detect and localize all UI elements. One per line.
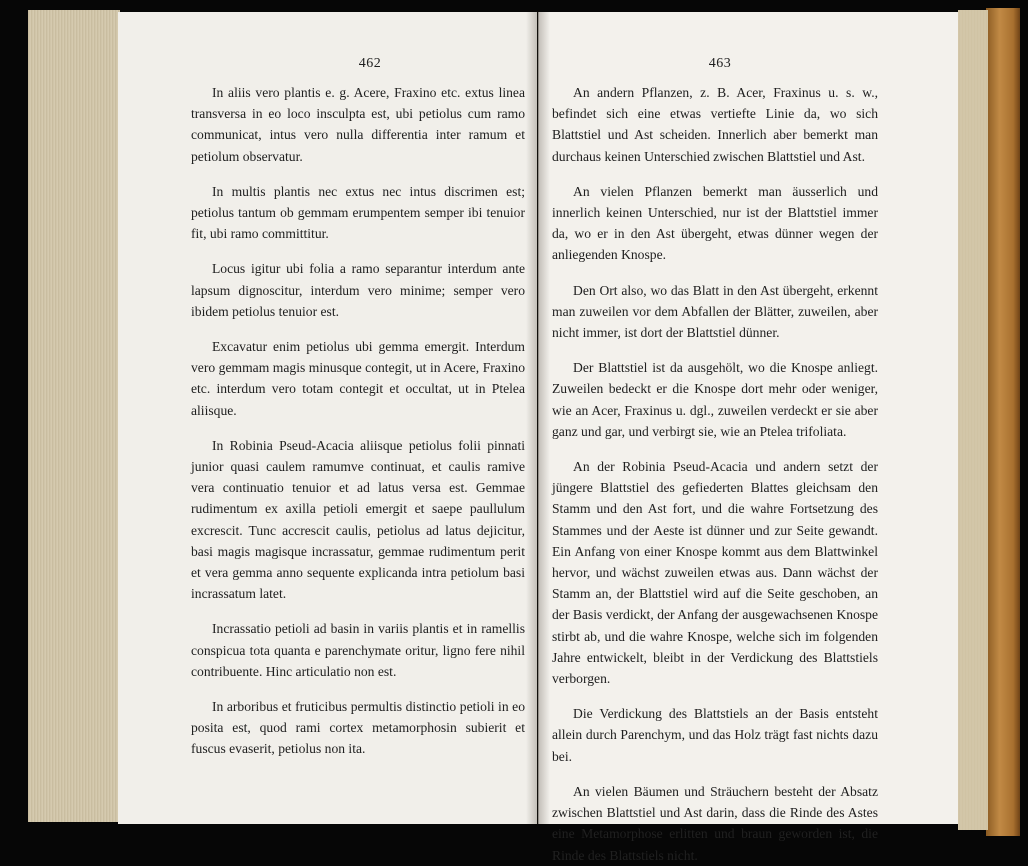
paragraph: In Robinia Pseud-Acacia aliisque petiolus folii pinnati junior quasi caulem ramumve continuat, et caulis ramive vera continuatio tenuior et ad latus versa est. Gemmae rudimentum ex axilla petioli emergit et saepe paullulum excrescit. Tunc accrescit caulis, petiolus ad latus dejicitur, basi magis magisque incrassatur, gemmae rudimentum perit et vera gemma anno sequente explicanda intra petiolum basi incrassatum latet.	[191, 437, 525, 602]
paragraph: Der Blattstiel ist da ausgehölt, wo die Knospe anliegt. Zuweilen bedeckt er die Knospe dort mehr oder weniger, wie an Acer, Fraxinus u. dgl., zuweilen verdeckt er sie aber ganz und gar, und verbirgt sie, wie an Ptelea trifoliata.	[552, 360, 878, 439]
book-cover-edge	[986, 8, 1020, 836]
paragraph: Die Verdickung des Blattstiels an der Basis entsteht allein durch Parenchym, und das Holz trägt fast nichts dazu bei.	[552, 706, 878, 764]
paragraph: In multis plantis nec extus nec intus discrimen est; petiolus tantum ob gemmam erumpentem semper ibi tenuior fit, ubi ramo committitur.	[191, 183, 525, 242]
page-number: 462	[358, 56, 382, 71]
paragraph: Excavatur enim petiolus ubi gemma emergit. Interdum vero gemmam magis minusque contegit, ut in Acere, Fraxino etc. interdum vero totam contegit et occultat, ut in Ptelea aliisque.	[191, 339, 525, 418]
paragraph: An vielen Bäumen und Sträuchern besteht der Absatz zwischen Blattstiel und Ast darin, dass die Rinde des Astes eine Metamorphose erlitten und braun geworden ist, die Rinde des Blattstiels nicht.	[552, 783, 878, 863]
paragraph: An vielen Pflanzen bemerkt man äusserlich und innerlich keinen Unterschied, nur ist der Blattstiel immer da, wo er in den Ast übergeht, etwas dünner wegen der anliegenden Knospe.	[552, 183, 878, 263]
paragraph: Locus igitur ubi folia a ramo separantur interdum ante lapsum dignoscitur, interdum vero minime; semper vero ibidem petiolus tenuior est.	[191, 261, 525, 319]
right-page	[538, 12, 958, 863]
left-page-text	[191, 82, 525, 760]
left-page	[118, 12, 537, 824]
paragraph: In arboribus et fruticibus permultis distinctio petioli in eo posita est, quod rami cortex metamorphosin subierit et fuscus evaserit, petiolus non ita.	[191, 699, 525, 757]
paragraph: Den Ort also, wo das Blatt in den Ast übergeht, erkennt man zuweilen vor dem Abfallen der Blätter, zuweilen, aber nicht immer, ist dort der Blattstiel dünner.	[552, 282, 878, 341]
page-number: 463	[708, 56, 732, 71]
book-gutter	[526, 12, 550, 824]
paragraph: Incrassatio petioli ad basin in variis plantis et in ramellis conspicua tota quanta e parenchymate oritur, ligno fere nihil contribuente. Hinc articulatio non est.	[191, 621, 525, 679]
paragraph: An andern Pflanzen, z. B. Acer, Fraxinus u. s. w., befindet sich eine etwas vertiefte Linie da, wo sich Blattstiel und Ast scheiden. Innerlich aber bemerkt man durchaus keinen Unterschied zwischen Blattstiel und Ast.	[552, 85, 878, 164]
left-page-fore-edge	[28, 10, 120, 822]
right-page-fore-edge	[958, 10, 988, 830]
paragraph: An der Robinia Pseud-Acacia und andern setzt der jüngere Blattstiel des gefiederten Blattes gleichsam den Stamm und den Ast fort, und die wahre Fortsetzung des Stammes und der Aeste ist dünner und zur Seite gewandt. Ein Anfang von einer Knospe kommt aus dem Blattwinkel hervor, und wächst zuweilen etwas aus. Dann wächst der Stamm an, der Blattstiel wird auf die Seite geschoben, an der Basis verdickt, der Anfang der ausgewachsenen Knospe stirbt ab, und die wahre Knospe, welche sich im folgenden Jahre entwickelt, bleibt in der Verdickung des Blattstiels verborgen.	[552, 459, 878, 687]
right-page-text	[552, 82, 878, 866]
paragraph: In aliis vero plantis e. g. Acere, Fraxino etc. extus linea transversa in eo loco insculpta est, ubi petiolus cum ramo communicat, intus vero nulla differentia inter ramum et petiolum observatur.	[191, 85, 525, 164]
